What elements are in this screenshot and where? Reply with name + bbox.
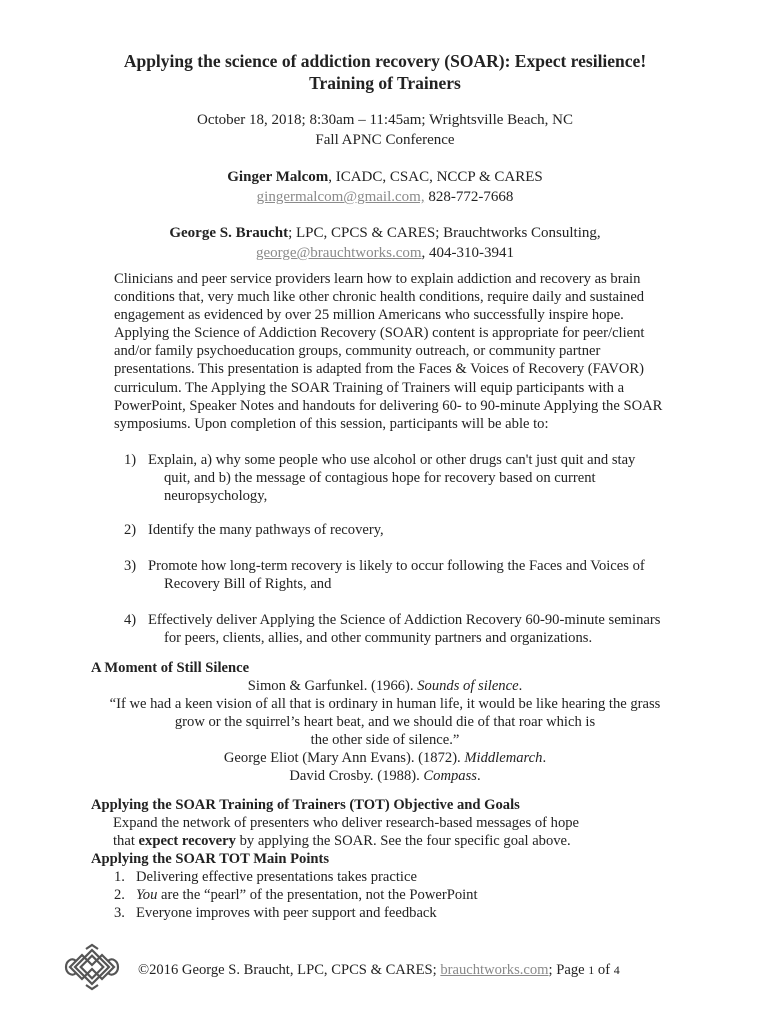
- event-date-location: October 18, 2018; 8:30am – 11:45am; Wrightsville Beach, NC: [196, 112, 573, 128]
- quote-line-3: the other side of silence.”: [310, 732, 460, 748]
- objective-goals-heading: Applying the SOAR Training of Trainers (TOT) Objective and Goals: [91, 797, 520, 813]
- page-footer: [138, 961, 620, 979]
- reference-title: Middlemarch: [464, 750, 543, 766]
- objective-continuation: for peers, clients, allies, and other community partners and organizations.: [164, 630, 593, 647]
- intro-paragraph: Clinicians and peer service providers learn how to explain addiction and recovery as brain conditions that, very much like other chronic health conditions, require daily and sustained engagement as evidenced by over 25 million Americans who successfully inspire hope. Applying the Science of Addiction Recovery (SOAR) content is appropriate for peer/client and/or family psychoeducation groups, community outreach, or community partner presentations. This presentation is adapted from the Faces & Voices of Recovery (FAVOR) curriculum. The Applying the SOAR Training of Trainers will equip participants with a PowerPoint, Speaker Notes and handouts for delivering 60- to 90-minute Applying the SOAR symposiums. Upon completion of this session, participants will be able to:: [114, 271, 663, 432]
- reference-text: George Eliot (Mary Ann Evans). (1872).: [223, 750, 465, 766]
- objective-continuation: quit, and b) the message of contagious hope for recovery based on current neuropsychology,: [164, 470, 596, 505]
- presenter-2-credentials: ; LPC, CPCS & CARES; Brauchtworks Consulting,: [288, 225, 601, 241]
- presenter-2-phone: , 404-310-3941: [421, 245, 515, 261]
- objective-item: [124, 521, 694, 539]
- presenter-2: [60, 223, 710, 263]
- reference-end: .: [542, 750, 547, 766]
- reference-simon-garfunkel: [60, 677, 710, 695]
- objective-text: Effectively deliver Applying the Science of Addiction Recovery 60-90-minute seminars: [148, 612, 661, 628]
- list-emphasis: You: [136, 887, 158, 903]
- list-item: [114, 886, 674, 904]
- list-text: Delivering effective presentations takes practice: [136, 869, 417, 885]
- presenter-1-email-link[interactable]: gingermalcom@gmail.com,: [256, 189, 425, 205]
- presenter-1-phone: 828-772-7668: [424, 189, 514, 205]
- reference-end: .: [476, 768, 481, 784]
- event-conference: Fall APNC Conference: [315, 132, 455, 148]
- footer-copyright: ©2016 George S. Braucht, LPC, CPCS & CARES;: [138, 962, 441, 978]
- objective-goals-line-2-end: by applying the SOAR. See the four specific goal above.: [235, 833, 571, 849]
- reference-title: Compass: [423, 768, 477, 784]
- main-points-list: [114, 868, 674, 922]
- objective-number: 1): [124, 452, 137, 468]
- objective-number: 4): [124, 612, 137, 628]
- reference-end: .: [518, 678, 523, 694]
- reference-crosby: [60, 767, 710, 785]
- silence-quotes: [60, 677, 710, 785]
- list-text: are the “pearl” of the presentation, not the PowerPoint: [157, 887, 478, 903]
- quote-line-1: “If we had a keen vision of all that is ordinary in human life, it would be like hearing the grass: [109, 696, 661, 712]
- expect-recovery-bold: expect recovery: [138, 833, 236, 849]
- list-number: 2.: [114, 887, 125, 903]
- footer-of-label: of: [594, 962, 614, 978]
- objective-number: 3): [124, 558, 137, 574]
- endless-knot-logo-icon: [62, 943, 122, 995]
- objective-goals-line-2-start: that: [113, 833, 139, 849]
- title-line-1: Applying the science of addiction recovery (SOAR): Expect resilience!: [123, 51, 647, 71]
- list-number: 3.: [114, 905, 125, 921]
- reference-text: Simon & Garfunkel. (1966).: [247, 678, 418, 694]
- objective-text: Identify the many pathways of recovery,: [148, 522, 384, 538]
- event-info: [60, 110, 710, 150]
- objective-goals-text: [113, 814, 673, 850]
- list-item: [114, 904, 674, 922]
- main-points-heading: Applying the SOAR TOT Main Points: [91, 851, 330, 867]
- objective-text: Explain, a) why some people who use alcohol or other drugs can't just quit and stay: [148, 452, 636, 468]
- objective-number: 2): [124, 522, 137, 538]
- presenter-2-name: George S. Braucht: [169, 225, 289, 241]
- footer-page-label: ; Page: [548, 962, 589, 978]
- objective-text: Promote how long-term recovery is likely to occur following the Faces and Voices of: [148, 558, 645, 574]
- objective-item: [124, 451, 694, 505]
- document-title: [60, 50, 710, 94]
- title-line-2: Training of Trainers: [309, 73, 461, 93]
- list-number: 1.: [114, 869, 125, 885]
- list-text: Everyone improves with peer support and feedback: [136, 905, 437, 921]
- reference-text: David Crosby. (1988).: [289, 768, 424, 784]
- reference-title: Sounds of silence: [417, 678, 519, 694]
- presenter-2-email-link[interactable]: george@brauchtworks.com: [255, 245, 422, 261]
- objective-continuation: Recovery Bill of Rights, and: [164, 576, 332, 593]
- silence-heading: A Moment of Still Silence: [91, 660, 250, 676]
- presenter-1-name: Ginger Malcom: [227, 169, 329, 185]
- list-item: [114, 868, 674, 886]
- objective-item: [124, 611, 694, 647]
- reference-eliot: [60, 749, 710, 767]
- objective-item: [124, 557, 694, 593]
- objective-goals-line-1: Expand the network of presenters who deliver research-based messages of hope: [113, 815, 580, 831]
- footer-page-number: 1: [588, 963, 595, 977]
- presenter-1-credentials: , ICADC, CSAC, NCCP & CARES: [328, 169, 543, 185]
- footer-site-link[interactable]: brauchtworks.com: [440, 962, 549, 978]
- presenter-1: [60, 167, 710, 207]
- quote-line-2: grow or the squirrel’s heart beat, and we should die of that roar which is: [174, 714, 596, 730]
- footer-page-total: 4: [613, 963, 620, 977]
